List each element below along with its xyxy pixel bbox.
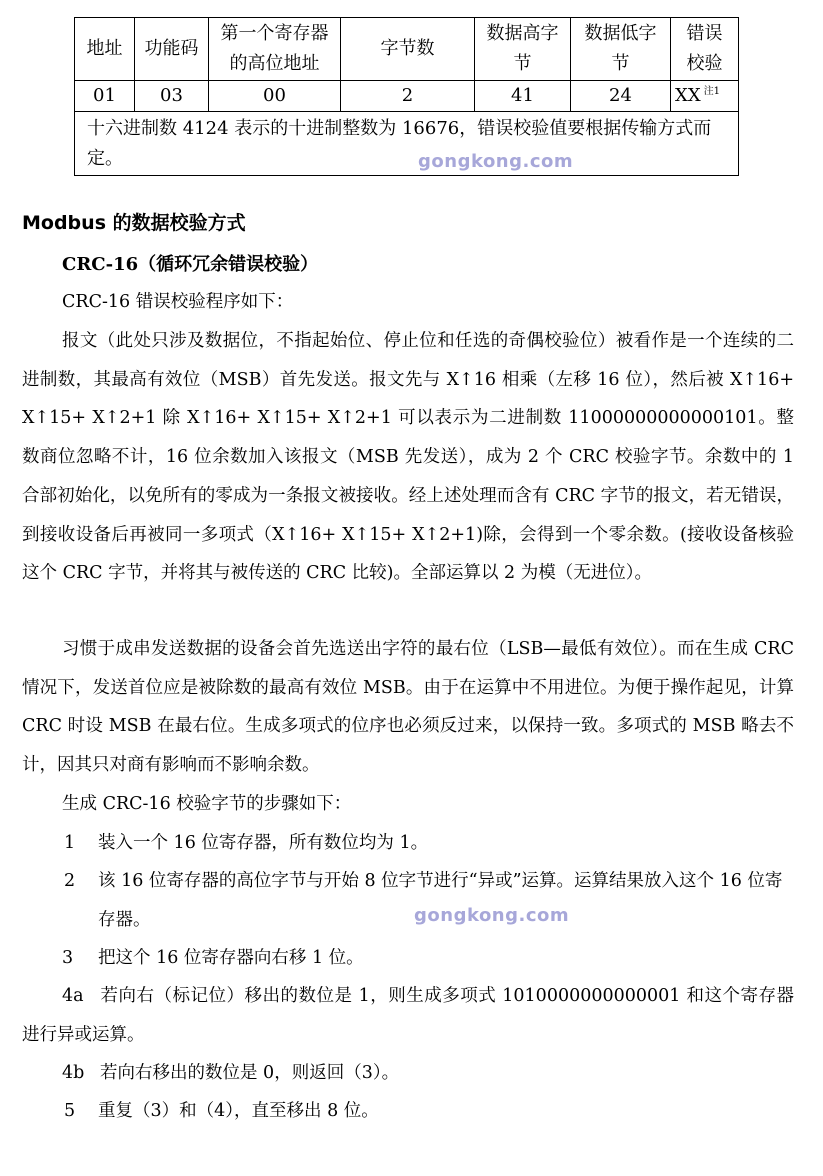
cell-first-register-high: 00 xyxy=(209,81,341,112)
list-item xyxy=(64,1092,794,1131)
list-item xyxy=(62,939,792,978)
list-item xyxy=(62,1054,792,1093)
cell-byte-count: 2 xyxy=(341,81,475,112)
step-number: 5 xyxy=(64,1101,76,1121)
table-row xyxy=(75,81,739,112)
cell-data-low-byte: 24 xyxy=(571,81,671,112)
error-check-value: XX xyxy=(675,85,701,106)
step-number: 4b xyxy=(62,1063,85,1083)
step-text: 装入一个 16 位寄存器，所有数位均为 1。 xyxy=(98,833,429,853)
table-header-row xyxy=(75,18,739,81)
table-note-row xyxy=(75,112,739,176)
header-function-code: 功能码 xyxy=(135,18,209,81)
steps-intro: 生成 CRC-16 校验字节的步骤如下： xyxy=(62,794,352,814)
list-item xyxy=(64,862,794,939)
cell-data-high-byte: 41 xyxy=(475,81,571,112)
paragraph-lsb-note: 习惯于成串发送数据的设备会首先选送出字符的最右位（LSB—最低有效位）。而在生成 CRC 情况下，发送首位应是被除数的最高有效位 MSB。由于在运算中不用进位。为便于操作起见，计算 CRC 时设 MSB 在最右位。生成多项式的位序也必须反过来，以保持一致。多项式的 MSB 略去不计，因其只对商有影响而不影响余数。 xyxy=(22,639,794,776)
step-text: 若向右移出的数位是 0，则返回（3）。 xyxy=(100,1063,400,1083)
paragraph-crc-description: 报文（此处只涉及数据位，不指起始位、停止位和任选的奇偶校验位）被看作是一个连续的二进制数，其最高有效位（MSB）首先发送。报文先与 X↑16 相乘（左移 16 位），然后被 X↑16+ X↑15+ X↑2+1 除 X↑16+ X↑15+ X↑2+1 可以表示为二进制数 11000000000000101。整数商位忽略不计，16 位余数加入该报文（MSB 先发送），成为 2 个 CRC 校验字节。余数中的 1 合部初始化，以免所有的零成为一条报文被接收。经上述处理而含有 CRC 字节的报文，若无错误，到接收设备后再被同一多项式（X↑16+ X↑15+ X↑2+1)除，会得到一个零余数。(接收设备核验这个 CRC 字节，并将其与被传送的 CRC 比较)。全部运算以 2 为模（无进位）。 xyxy=(22,331,794,584)
watermark: gongkong.com xyxy=(414,905,570,926)
step-number: 2 xyxy=(64,871,76,891)
header-first-register-high: 第一个寄存器的高位地址 xyxy=(209,18,341,81)
step-text: 重复（3）和（4），直至移出 8 位。 xyxy=(98,1101,379,1121)
header-byte-count: 字节数 xyxy=(341,18,475,81)
header-error-check: 错误校验 xyxy=(671,18,739,81)
list-item xyxy=(22,977,794,1054)
header-data-low-byte: 数据低字节 xyxy=(571,18,671,81)
header-data-high-byte: 数据高字节 xyxy=(475,18,571,81)
table-note: 十六进制数 4124 表示的十进制整数为 16676，错误校验值要根据传输方式而定。 xyxy=(75,112,739,176)
footnote-marker: 注1 xyxy=(703,86,721,97)
step-number: 4a xyxy=(62,986,84,1006)
step-text: 若向右（标记位）移出的数位是 1，则生成多项式 1010000000000001 和这个寄存器进行异或运算。 xyxy=(22,986,794,1045)
step-number: 1 xyxy=(64,833,76,853)
subtitle: CRC-16（循环冗余错误校验） xyxy=(62,254,319,275)
register-table xyxy=(74,17,739,176)
step-text: 把这个 16 位寄存器向右移 1 位。 xyxy=(98,948,364,968)
list-item xyxy=(64,824,794,863)
watermark: gongkong.com xyxy=(418,151,574,172)
step-text: 该 16 位寄存器的高位字节与开始 8 位字节进行“异或”运算。运算结果放入这个 16 位寄存器。 xyxy=(98,871,783,930)
intro-line: CRC-16 错误校验程序如下： xyxy=(62,292,294,312)
header-address: 地址 xyxy=(75,18,135,81)
section-title: Modbus 的数据校验方式 xyxy=(22,212,246,234)
step-number: 3 xyxy=(62,948,74,968)
cell-error-check xyxy=(671,81,739,112)
cell-address: 01 xyxy=(75,81,135,112)
cell-function-code: 03 xyxy=(135,81,209,112)
